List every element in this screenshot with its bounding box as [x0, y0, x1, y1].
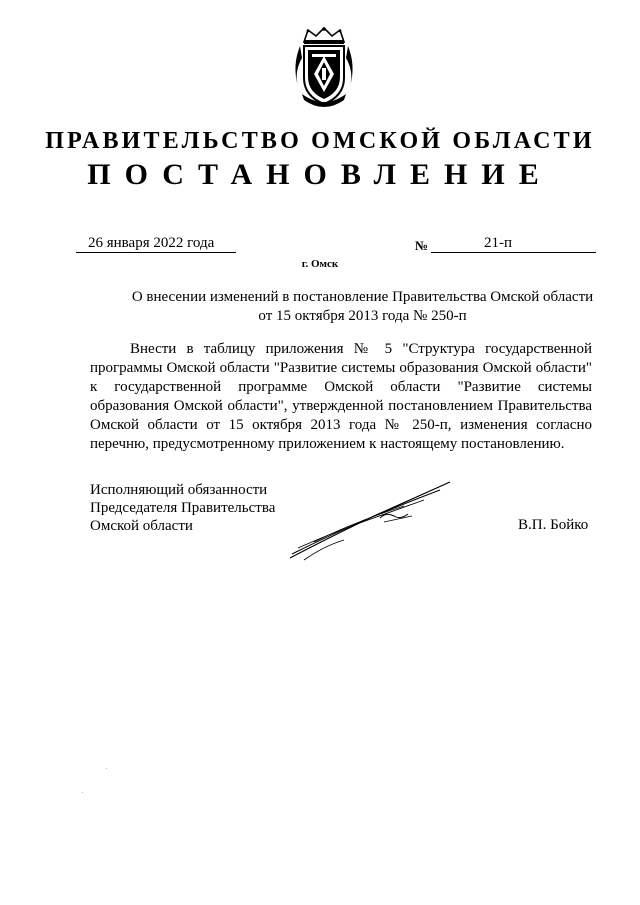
scan-speck: [106, 768, 107, 769]
signatory-title-line-3: Омской области: [90, 518, 193, 534]
government-title: ПРАВИТЕЛЬСТВО ОМСКОЙ ОБЛАСТИ: [45, 128, 595, 154]
number-value: 21-п: [484, 235, 513, 251]
signatory-name: В.П. Бойко: [518, 517, 589, 533]
number-sign: №: [415, 238, 429, 253]
number-field: [431, 234, 596, 253]
scan-speck: [82, 792, 83, 793]
coat-of-arms-icon: [290, 26, 358, 108]
handwritten-signature: [284, 476, 454, 566]
signatory-title-line-1: Исполняющий обязанности: [90, 482, 268, 498]
signatory-title: [90, 481, 275, 535]
document-type: ПОСТАНОВЛЕНИЕ: [87, 158, 553, 191]
date-field: [76, 234, 236, 253]
body-paragraph: Внести в таблицу приложения № 5 "Структура государственной программы Омской области "Развитие системы образования Омской области" к государственной программе Омской области "Развитие системы образования Омской области", утвержденной постановлением Правительства Омской области от 15 октября 2013 года № 250-п, изменения согласно перечню, предусмотренному приложением к настоящему постановлению.: [90, 341, 592, 452]
subject-line-1: О внесении изменений в постановление Правительства Омской области: [131, 289, 594, 305]
document-subject: [90, 288, 635, 326]
subject-line-2: от 15 октября 2013 года № 250-п: [258, 308, 467, 324]
city-label: г. Омск: [301, 258, 339, 270]
date-value: 26 января 2022 года: [88, 235, 215, 251]
signatory-title-line-2: Председателя Правительства: [90, 500, 276, 516]
